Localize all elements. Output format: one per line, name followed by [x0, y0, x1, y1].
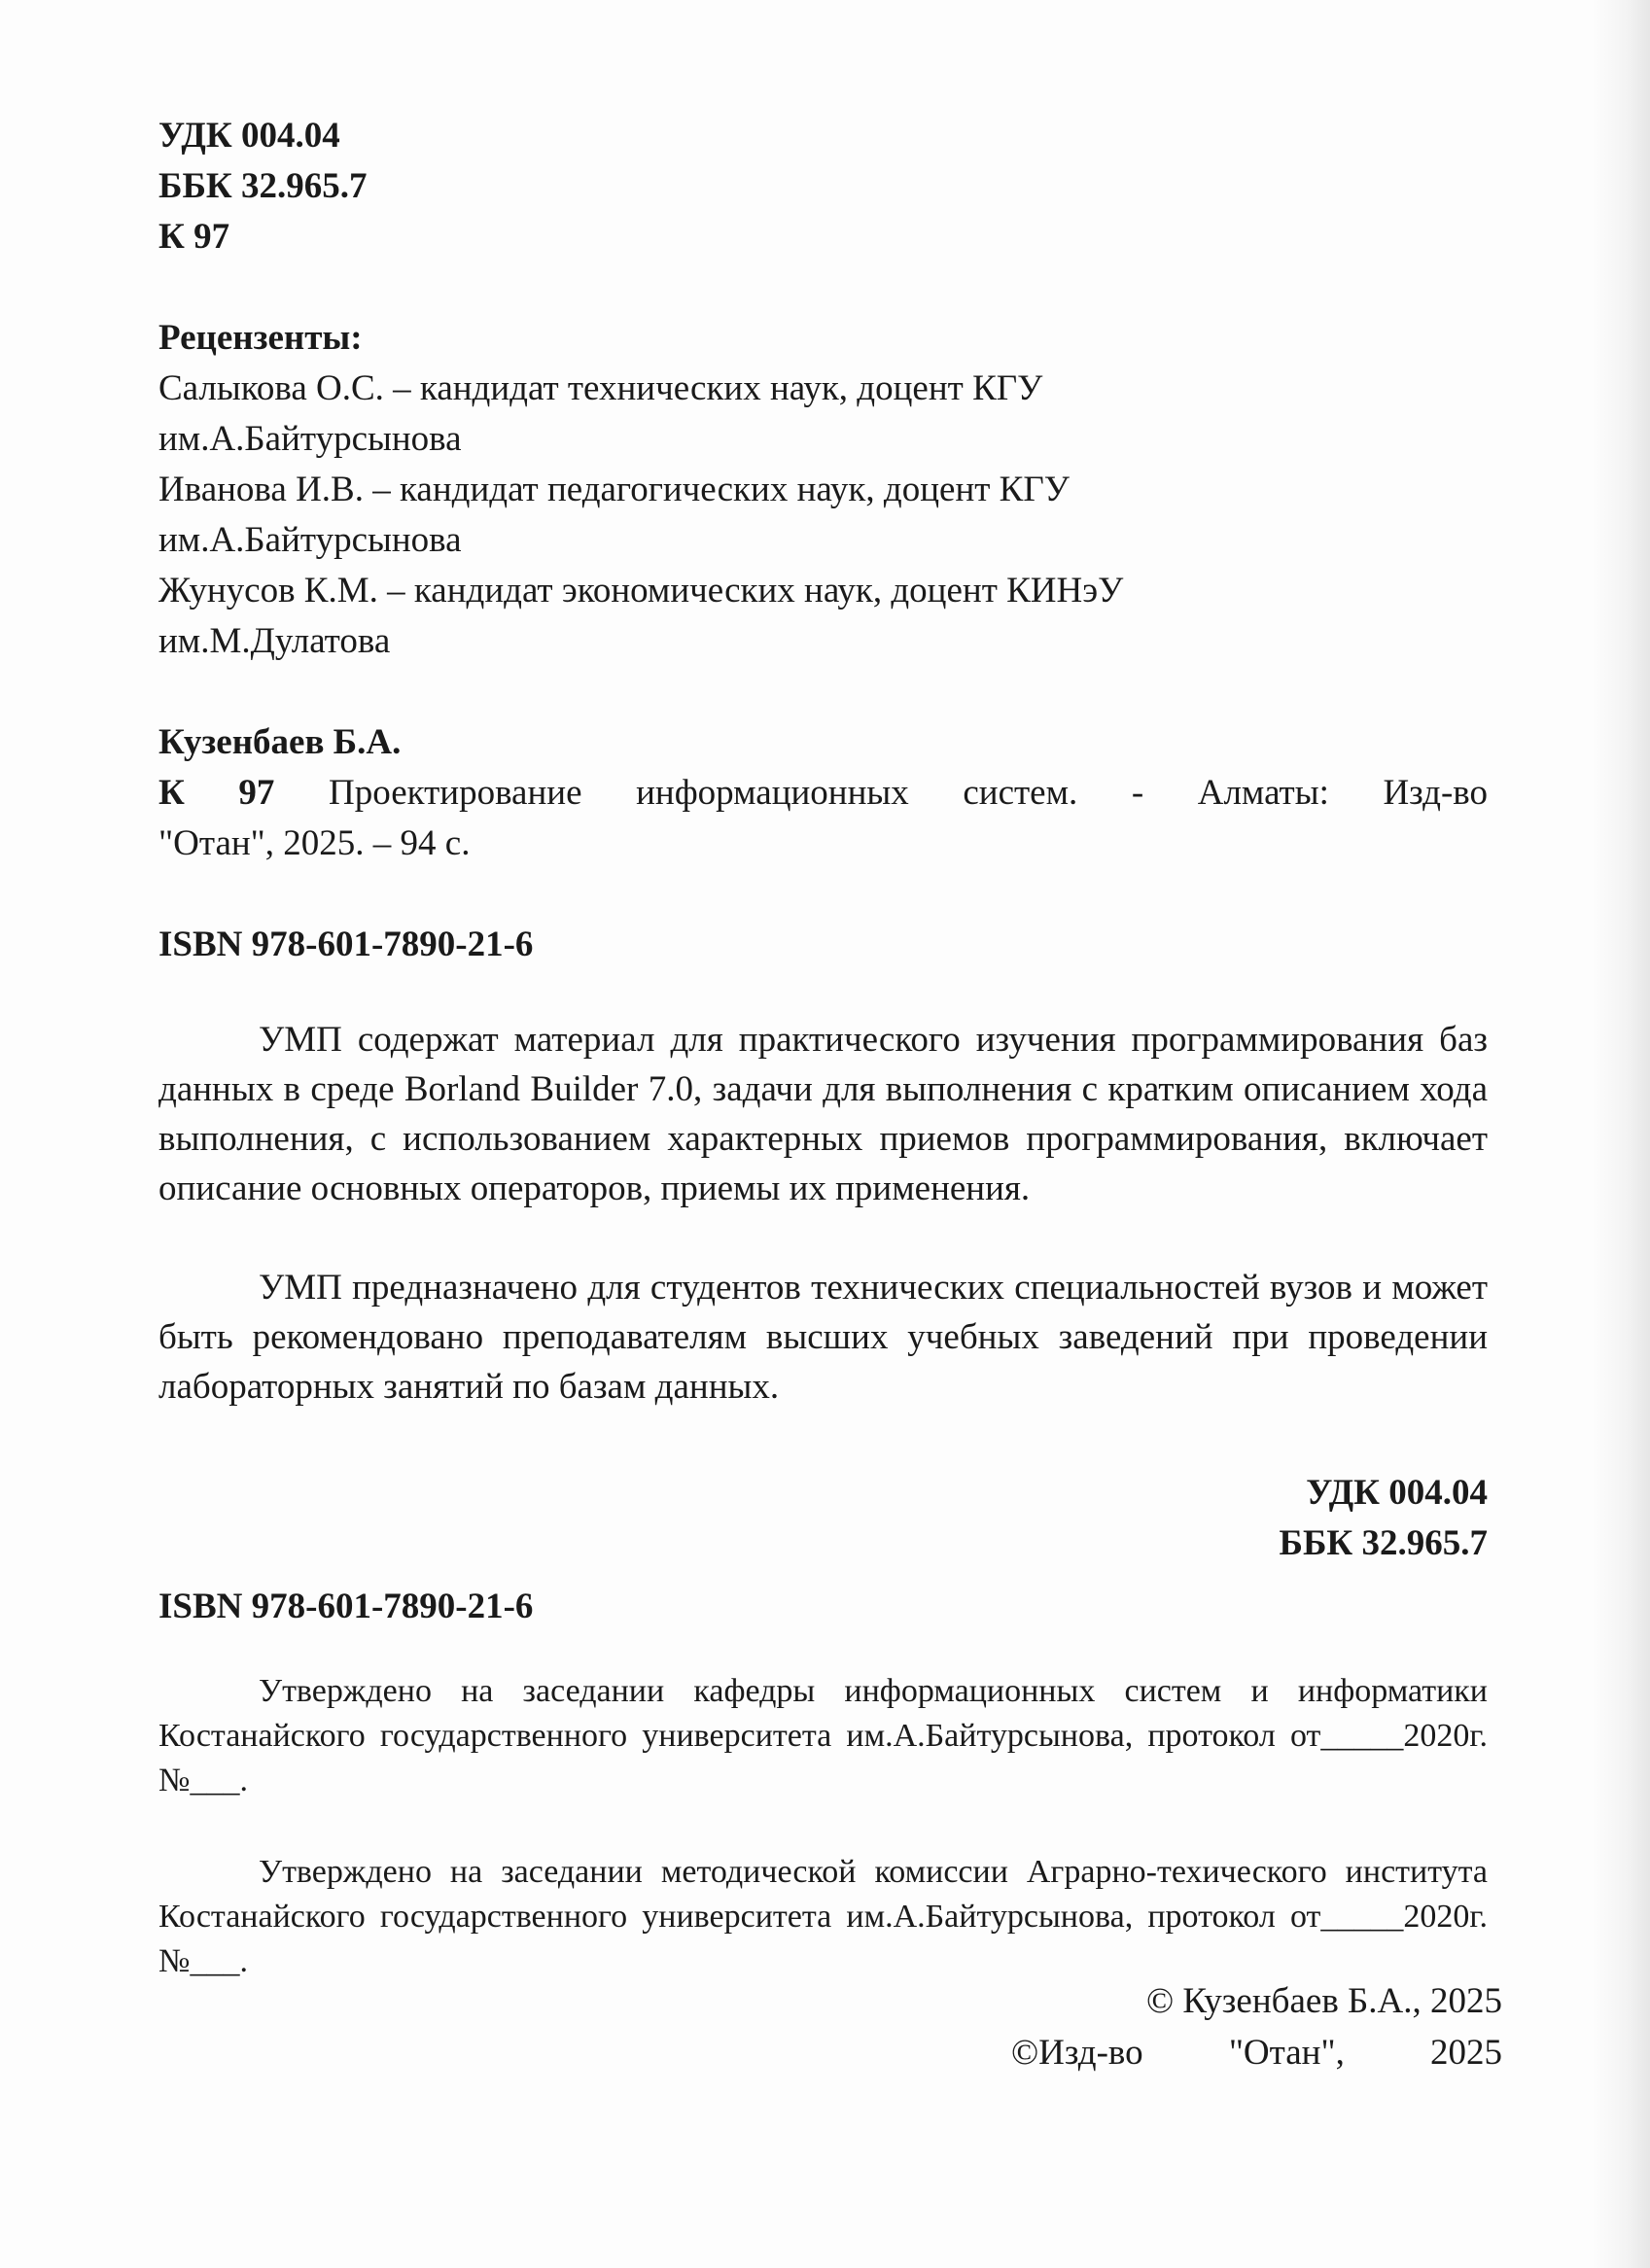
reviewer-line: Иванова И.В. – кандидат педагогических наук, доцент КГУ [158, 470, 1070, 509]
publisher-copyright-name: "Отан", [1228, 2033, 1345, 2073]
publisher-copyright-mark: ©Изд-во [1011, 2033, 1143, 2073]
book-author: Кузенбаев Б.А. [158, 722, 402, 762]
bibliographic-title: Проектирование информационных систем. - Алматы: Изд-во [329, 773, 1488, 813]
author-mark: К 97 [158, 217, 230, 257]
abstract-paragraph-2 [158, 1263, 1488, 1412]
reviewers-heading: Рецензенты: [158, 318, 363, 358]
author-copyright: © Кузенбаев Б.А., 2025 [1146, 1981, 1502, 2021]
reviewer-line: Жунусов К.М. – кандидат экономических наук, доцент КИНэУ [158, 571, 1124, 611]
abstract-text-2: УМП предназначено для студентов технических специальностей вузов и может быть рекомендовано преподавателям высших учебных заведений при проведении лабораторных занятий по базам данных. [158, 1268, 1488, 1407]
isbn: ISBN 978-601-7890-21-6 [158, 925, 534, 964]
reviewer-line: им.М.Дулатова [158, 621, 391, 661]
udk-code-right: УДК 004.04 [1306, 1473, 1488, 1513]
bibliographic-entry-line1 [158, 768, 1488, 818]
commission-approval [158, 1850, 1488, 1984]
publisher-copyright-year: 2025 [1430, 2033, 1502, 2073]
department-approval [158, 1669, 1488, 1803]
commission-approval-text: Утверждено на заседании методической комиссии Аграрно-техического института Костанайского государственного университета им.А.Байтурсынова, протокол от_____2020г. №___. [158, 1854, 1488, 1979]
page-edge-shadow [1592, 0, 1650, 2268]
reviewer-line: им.А.Байтурсынова [158, 419, 462, 459]
reviewer-line: Салыкова О.С. – кандидат технических наук, доцент КГУ [158, 368, 1043, 408]
department-approval-text: Утверждено на заседании кафедры информационных систем и информатики Костанайского государственного университета им.А.Байтурсынова, протокол от_____2020г. №___. [158, 1673, 1488, 1798]
abstract-paragraph-1 [158, 1015, 1488, 1213]
reviewer-line: им.А.Байтурсынова [158, 520, 462, 560]
publisher-copyright [1011, 2028, 1502, 2078]
bbk-code-right: ББК 32.965.7 [1279, 1523, 1488, 1563]
bbk-code: ББК 32.965.7 [158, 166, 368, 206]
udk-code: УДК 004.04 [158, 116, 340, 156]
abstract-text-1: УМП содержат материал для практического изучения программирования баз данных в среде Borland Builder 7.0, задачи для выполнения с кратким описанием хода выполнения, с использованием характерных приемов программирования, включает описание основных операторов, приемы их применения. [158, 1020, 1488, 1208]
isbn-bottom: ISBN 978-601-7890-21-6 [158, 1587, 534, 1626]
bibliographic-entry-line2: "Отан", 2025. – 94 с. [158, 823, 471, 863]
bibliographic-code: К 97 [158, 773, 275, 813]
